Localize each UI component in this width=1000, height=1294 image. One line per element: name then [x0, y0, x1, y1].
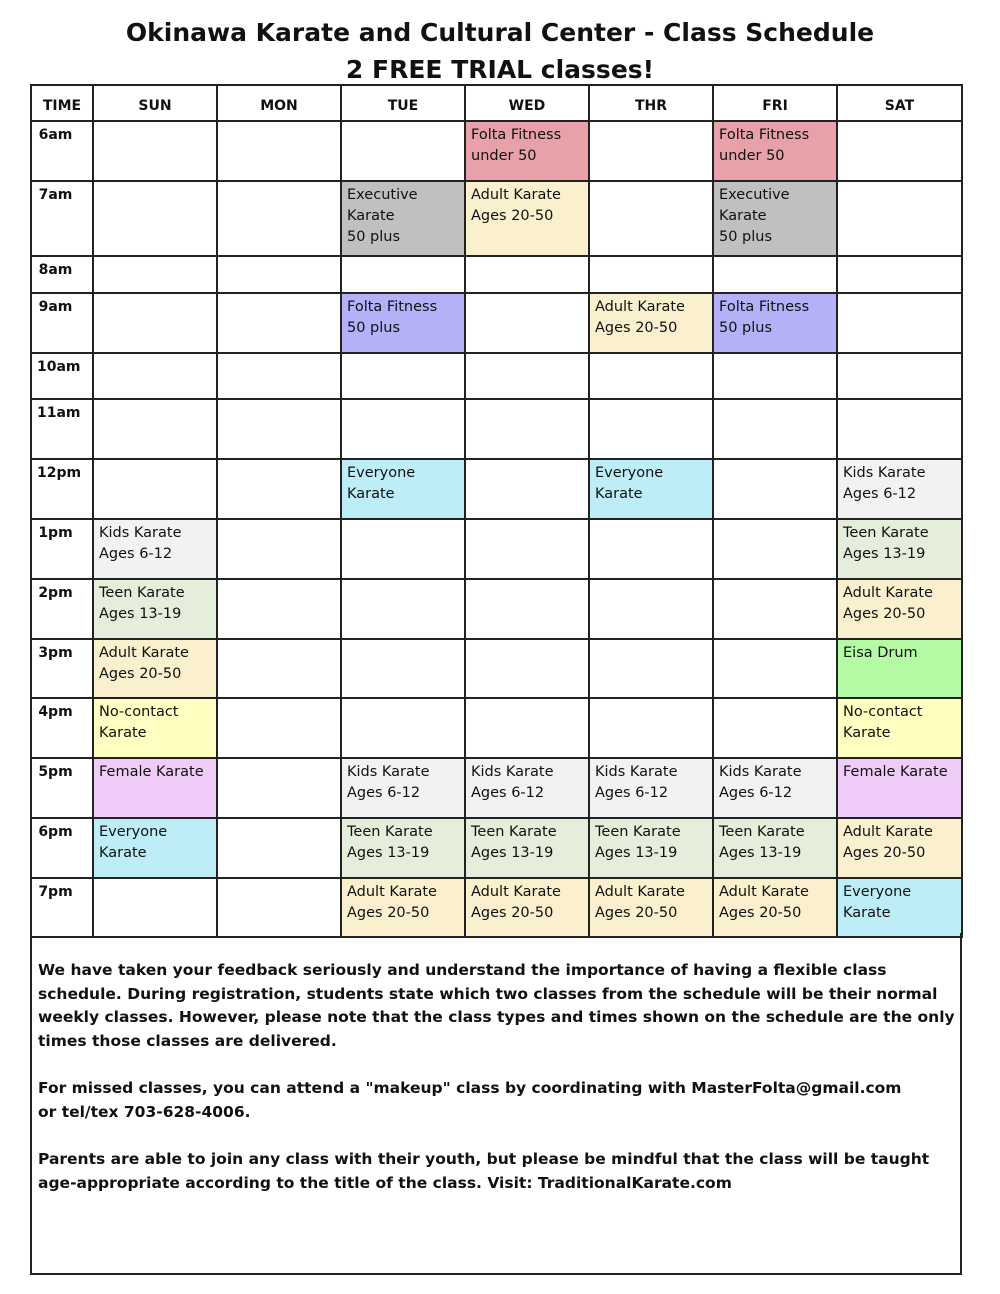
empty-cell: [217, 256, 341, 293]
class-cell: Teen Karate Ages 13-19: [837, 519, 962, 579]
time-row-3pm: [31, 639, 962, 698]
empty-cell: [341, 121, 465, 181]
time-label: 7pm: [31, 878, 93, 937]
empty-cell: [465, 459, 589, 519]
empty-cell: [713, 519, 837, 579]
class-cell: Teen Karate Ages 13-19: [341, 818, 465, 878]
empty-cell: [465, 399, 589, 459]
empty-cell: [465, 293, 589, 353]
time-row-1pm: [31, 519, 962, 579]
empty-cell: [341, 399, 465, 459]
empty-cell: [589, 579, 713, 639]
column-header-wed: WED: [465, 85, 589, 121]
class-cell: Folta Fitness 50 plus: [713, 293, 837, 353]
class-cell: Kids Karate Ages 6-12: [713, 758, 837, 818]
class-schedule-table: [30, 84, 963, 938]
time-row-10am: [31, 353, 962, 399]
empty-cell: [713, 698, 837, 758]
note-makeup-classes: For missed classes, you can attend a "makeup" class by coordinating with MasterFolta@gmail.com or tel/tex 703-628-4006.: [38, 1079, 902, 1121]
title-line-1: Okinawa Karate and Cultural Center - Class Schedule: [125, 18, 875, 47]
column-header-time: TIME: [31, 85, 93, 121]
class-cell: Female Karate: [93, 758, 217, 818]
empty-cell: [589, 639, 713, 698]
time-label: 3pm: [31, 639, 93, 698]
notes-box: [30, 933, 962, 1275]
empty-cell: [93, 878, 217, 937]
empty-cell: [465, 519, 589, 579]
class-cell: Kids Karate Ages 6-12: [589, 758, 713, 818]
empty-cell: [837, 399, 962, 459]
empty-cell: [93, 256, 217, 293]
empty-cell: [713, 353, 837, 399]
empty-cell: [217, 353, 341, 399]
class-cell: Adult Karate Ages 20-50: [589, 878, 713, 937]
class-cell: Teen Karate Ages 13-19: [93, 579, 217, 639]
empty-cell: [713, 256, 837, 293]
empty-cell: [589, 181, 713, 256]
empty-cell: [589, 256, 713, 293]
time-label: 4pm: [31, 698, 93, 758]
empty-cell: [341, 698, 465, 758]
empty-cell: [341, 639, 465, 698]
time-row-12pm: [31, 459, 962, 519]
class-cell: Adult Karate Ages 20-50: [93, 639, 217, 698]
class-cell: Everyone Karate: [837, 878, 962, 937]
empty-cell: [589, 399, 713, 459]
time-row-2pm: [31, 579, 962, 639]
empty-cell: [713, 399, 837, 459]
empty-cell: [217, 121, 341, 181]
class-cell: Executive Karate 50 plus: [341, 181, 465, 256]
empty-cell: [93, 459, 217, 519]
title-line-2: 2 FREE TRIAL classes!: [345, 55, 655, 84]
time-label: 2pm: [31, 579, 93, 639]
class-cell: Kids Karate Ages 6-12: [837, 459, 962, 519]
empty-cell: [217, 878, 341, 937]
class-cell: Kids Karate Ages 6-12: [341, 758, 465, 818]
time-label: 6am: [31, 121, 93, 181]
time-label: 6pm: [31, 818, 93, 878]
empty-cell: [589, 121, 713, 181]
empty-cell: [713, 459, 837, 519]
class-cell: No-contact Karate: [93, 698, 217, 758]
time-row-4pm: [31, 698, 962, 758]
empty-cell: [837, 353, 962, 399]
class-cell: Kids Karate Ages 6-12: [465, 758, 589, 818]
page-title: [0, 14, 1000, 88]
class-cell: Kids Karate Ages 6-12: [93, 519, 217, 579]
class-cell: Folta Fitness 50 plus: [341, 293, 465, 353]
time-label: 12pm: [31, 459, 93, 519]
column-header-mon: MON: [217, 85, 341, 121]
time-row-6am: [31, 121, 962, 181]
empty-cell: [465, 579, 589, 639]
class-cell: Adult Karate Ages 20-50: [837, 579, 962, 639]
time-label: 10am: [31, 353, 93, 399]
class-cell: Teen Karate Ages 13-19: [713, 818, 837, 878]
class-cell: Teen Karate Ages 13-19: [589, 818, 713, 878]
empty-cell: [217, 181, 341, 256]
empty-cell: [93, 181, 217, 256]
time-row-7pm: [31, 878, 962, 937]
empty-cell: [465, 353, 589, 399]
class-cell: Adult Karate Ages 20-50: [465, 181, 589, 256]
time-row-9am: [31, 293, 962, 353]
class-cell: No-contact Karate: [837, 698, 962, 758]
column-header-fri: FRI: [713, 85, 837, 121]
class-cell: Adult Karate Ages 20-50: [837, 818, 962, 878]
class-cell: Everyone Karate: [589, 459, 713, 519]
empty-cell: [713, 639, 837, 698]
time-label: 11am: [31, 399, 93, 459]
empty-cell: [217, 698, 341, 758]
class-cell: Adult Karate Ages 20-50: [713, 878, 837, 937]
empty-cell: [713, 579, 837, 639]
empty-cell: [93, 293, 217, 353]
note-flexible-schedule: We have taken your feedback seriously and understand the importance of having a flexible class schedule. During registration, students state which two classes from the schedule will be their normal weekly classes. However, please note that the class types and times shown on the schedule are the only times those classes are delivered.: [38, 961, 955, 1050]
empty-cell: [837, 121, 962, 181]
empty-cell: [217, 758, 341, 818]
time-label: 1pm: [31, 519, 93, 579]
time-row-8am: [31, 256, 962, 293]
note-parents: Parents are able to join any class with their youth, but please be mindful that the class will be taught age-appropriate according to the title of the class. Visit: TraditionalKarate.com: [38, 1150, 930, 1192]
column-header-sat: SAT: [837, 85, 962, 121]
class-cell: Executive Karate 50 plus: [713, 181, 837, 256]
empty-cell: [465, 639, 589, 698]
class-cell: Everyone Karate: [93, 818, 217, 878]
time-label: 8am: [31, 256, 93, 293]
empty-cell: [465, 256, 589, 293]
class-cell: Teen Karate Ages 13-19: [465, 818, 589, 878]
empty-cell: [837, 256, 962, 293]
empty-cell: [341, 256, 465, 293]
class-cell: Adult Karate Ages 20-50: [465, 878, 589, 937]
empty-cell: [589, 353, 713, 399]
class-cell: Folta Fitness under 50: [465, 121, 589, 181]
empty-cell: [217, 293, 341, 353]
empty-cell: [837, 181, 962, 256]
column-header-thr: THR: [589, 85, 713, 121]
class-cell: Eisa Drum: [837, 639, 962, 698]
time-label: 9am: [31, 293, 93, 353]
empty-cell: [217, 639, 341, 698]
time-row-11am: [31, 399, 962, 459]
empty-cell: [93, 399, 217, 459]
column-header-sun: SUN: [93, 85, 217, 121]
time-row-5pm: [31, 758, 962, 818]
empty-cell: [217, 399, 341, 459]
empty-cell: [217, 519, 341, 579]
empty-cell: [837, 293, 962, 353]
time-label: 5pm: [31, 758, 93, 818]
empty-cell: [217, 579, 341, 639]
class-cell: Adult Karate Ages 20-50: [341, 878, 465, 937]
empty-cell: [589, 698, 713, 758]
empty-cell: [93, 353, 217, 399]
empty-cell: [217, 459, 341, 519]
empty-cell: [589, 519, 713, 579]
time-row-6pm: [31, 818, 962, 878]
header-row: [31, 85, 962, 121]
time-row-7am: [31, 181, 962, 256]
empty-cell: [341, 353, 465, 399]
empty-cell: [341, 579, 465, 639]
class-cell: Everyone Karate: [341, 459, 465, 519]
class-cell: Female Karate: [837, 758, 962, 818]
empty-cell: [93, 121, 217, 181]
column-header-tue: TUE: [341, 85, 465, 121]
class-cell: Adult Karate Ages 20-50: [589, 293, 713, 353]
empty-cell: [341, 519, 465, 579]
empty-cell: [217, 818, 341, 878]
empty-cell: [465, 698, 589, 758]
class-cell: Folta Fitness under 50: [713, 121, 837, 181]
time-label: 7am: [31, 181, 93, 256]
